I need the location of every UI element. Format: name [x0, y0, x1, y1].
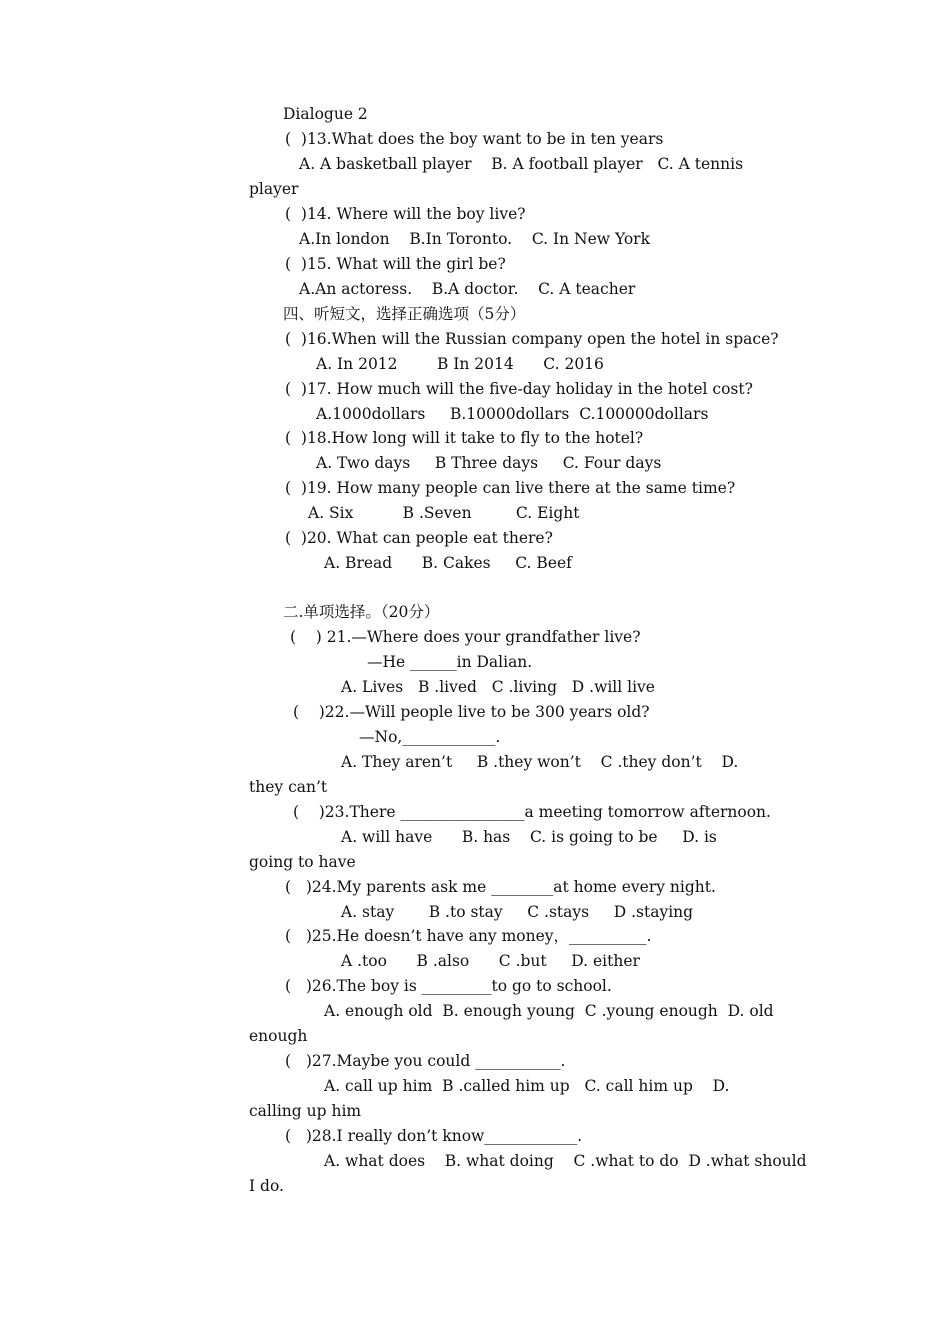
question-20-options: A. Bread B. Cakes C. Beef	[324, 554, 572, 572]
question-22-options: A. They aren’t B .they won’t C .they don’t D.	[341, 753, 739, 771]
question-13: ( )13.What does the boy want to be in ten years	[285, 130, 664, 148]
question-17-options: A.1000dollars B.10000dollars C.100000dollars	[316, 405, 709, 423]
question-26-options: A. enough old B. enough young C .young enough D. old	[324, 1002, 774, 1020]
question-19-options: A. Six B .Seven C. Eight	[308, 504, 580, 522]
question-22-reply: —No,____________.	[359, 728, 501, 746]
question-17: ( )17. How much will the five-day holiday in the hotel cost?	[285, 380, 753, 398]
question-24: ( )24.My parents ask me ________at home every night.	[285, 878, 716, 896]
question-14: ( )14. Where will the boy live?	[285, 205, 526, 223]
question-15: ( )15. What will the girl be?	[285, 255, 506, 273]
question-25: ( )25.He doesn’t have any money，__________.	[285, 927, 652, 945]
section-heading-dialogue-2: Dialogue 2	[283, 105, 368, 123]
question-21-options: A. Lives B .lived C .living D .will live	[341, 678, 655, 696]
question-22: ( )22.—Will people live to be 300 years old?	[293, 703, 650, 721]
question-14-options: A.In london B.In Toronto. C. In New York	[299, 230, 650, 248]
question-28: ( )28.I really don’t know____________.	[285, 1127, 583, 1145]
question-23-options-cont: going to have	[249, 853, 356, 871]
question-25-options: A .too B .also C .but D. either	[341, 952, 640, 970]
question-15-options: A.An actoress. B.A doctor. C. A teacher	[299, 280, 636, 298]
question-13-options: A. A basketball player B. A football player C. A tennis	[299, 155, 744, 173]
question-26: ( )26.The boy is _________to go to school.	[285, 977, 612, 995]
question-21-reply: —He ______in Dalian.	[367, 653, 533, 671]
question-28-options-cont: I do.	[249, 1177, 284, 1195]
question-24-options: A. stay B .to stay C .stays D .staying	[341, 903, 694, 921]
question-23: ( )23.There ________________a meeting tomorrow afternoon.	[293, 803, 771, 821]
question-18-options: A. Two days B Three days C. Four days	[316, 454, 662, 472]
question-27: ( )27.Maybe you could ___________.	[285, 1052, 566, 1070]
question-27-options: A. call up him B .called him up C. call him up D.	[324, 1077, 730, 1095]
question-27-options-cont: calling up him	[249, 1102, 362, 1120]
question-21: ( ) 21.—Where does your grandfather live?	[290, 628, 641, 646]
question-22-options-cont: they can’t	[249, 778, 328, 796]
section-heading-4: 四、听短文，选择正确选项（5分）	[283, 305, 526, 323]
question-19: ( )19. How many people can live there at the same time?	[285, 479, 736, 497]
question-28-options: A. what does B. what doing C .what to do D .what should	[324, 1152, 807, 1170]
question-13-options-cont: player	[249, 180, 299, 198]
question-16: ( )16.When will the Russian company open the hotel in space?	[285, 330, 779, 348]
question-20: ( )20. What can people eat there?	[285, 529, 553, 547]
section-heading-2: 二.单项选择。（20分）	[283, 603, 440, 621]
question-16-options: A. In 2012 B In 2014 C. 2016	[316, 355, 604, 373]
question-23-options: A. will have B. has C. is going to be D. is	[341, 828, 717, 846]
question-26-options-cont: enough	[249, 1027, 308, 1045]
question-18: ( )18.How long will it take to fly to the hotel?	[285, 429, 644, 447]
